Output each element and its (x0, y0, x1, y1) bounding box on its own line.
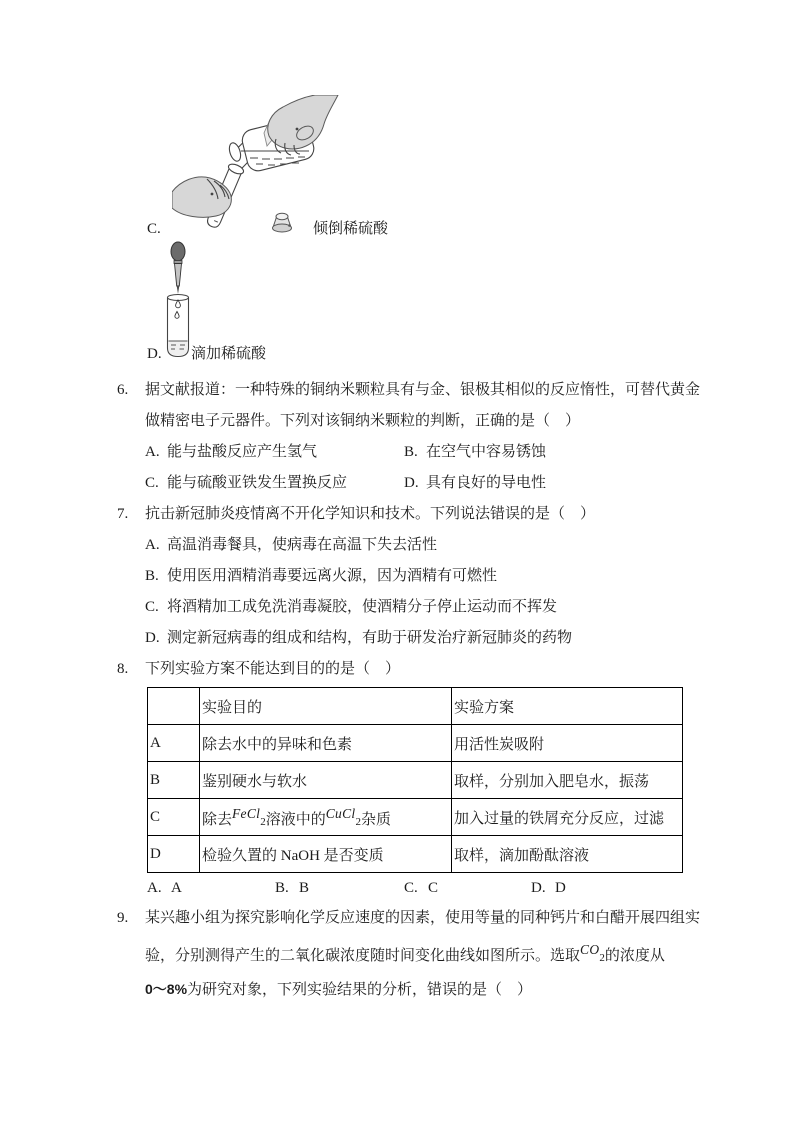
question-text: 下列实验方案不能达到目的的是（ ） (145, 661, 401, 677)
option-d-caption: 滴加稀硫酸 (191, 346, 267, 362)
option-d (117, 623, 698, 654)
question-8 (117, 654, 698, 903)
option-row (117, 437, 698, 468)
question-number: 8. (117, 661, 129, 677)
question-text: 据文献报道：一种特殊的铜纳米颗粒具有与金、银极其相似的反应惰性，可替代黄金 (145, 382, 701, 398)
answer-a: A. A (147, 880, 182, 896)
tube-liquid (169, 341, 188, 356)
plan-cell: 加入过量的铁屑充分反应，过滤 (452, 799, 683, 836)
option-c (117, 592, 698, 623)
question-7 (117, 499, 698, 654)
option-c (145, 468, 404, 499)
option-text: 将酒精加工成免洗消毒凝胶，使酒精分子停止运动而不挥发 (167, 599, 558, 615)
question-text-line: 做精密电子元器件。下列对该铜纳米颗粒的判断，正确的是（ ） (145, 413, 581, 429)
chemical-formula: CuCl2 (325, 805, 361, 828)
table-header-purpose: 实验目的 (200, 688, 452, 725)
option-text: 能与盐酸反应产生氢气 (167, 444, 318, 460)
thumb-dot (296, 128, 299, 131)
option-text: 在空气中容易锈蚀 (426, 444, 547, 460)
purpose-cell: 除去FeCl2溶液中的CuCl2杂质 (200, 799, 452, 836)
question-text-line (117, 499, 698, 530)
question-text-line: 0～8%为研究对象，下列实验结果的分析，错误的是（ ） (145, 981, 533, 998)
question-6 (117, 375, 701, 499)
option-b (117, 561, 698, 592)
option-a (117, 530, 698, 561)
row-label: D (148, 836, 200, 873)
question-text: 某兴趣小组为探究影响化学反应速度的因素，使用等量的同种钙片和白醋开展四组实 (145, 910, 701, 926)
dropper (171, 242, 185, 294)
option-label: C. (145, 599, 159, 615)
test-tube (172, 162, 245, 229)
option-label: D. (145, 630, 160, 646)
glass-stopper (273, 213, 292, 232)
answer-d: D. D (531, 880, 566, 896)
option-label: B. (145, 568, 159, 584)
question-text: 抗击新冠肺炎疫情离不开化学知识和技术。下列说法错误的是（ ） (145, 506, 596, 522)
chemical-formula: FeCl2 (232, 805, 266, 828)
option-text: 测定新冠病毒的组成和结构，有助于研发治疗新冠肺炎的药物 (167, 630, 573, 646)
plan-cell: 取样，滴加酚酞溶液 (452, 836, 683, 873)
table-row-a (148, 725, 683, 762)
option-c-caption: 倾倒稀硫酸 (313, 221, 389, 237)
option-text: 具有良好的导电性 (426, 475, 547, 491)
table-row-b (148, 762, 683, 799)
option-label: C. (145, 475, 159, 491)
plan-cell: 取样，分别加入肥皂水，振荡 (452, 762, 683, 799)
purpose-cell: 检验久置的 NaOH 是否变质 (200, 836, 452, 873)
reagent-bottle (227, 95, 338, 176)
question-text-line (117, 903, 701, 934)
option-text: 使用医用酒精消毒要远离火源，因为酒精有可燃性 (167, 568, 498, 584)
option-label: A. (145, 537, 160, 553)
right-hand (268, 95, 338, 155)
option-label: A. (145, 444, 160, 460)
concentration-range: 0～8% (145, 981, 188, 997)
option-row (117, 468, 698, 499)
q8-table (147, 687, 683, 873)
plan-cell: 用活性炭吸附 (452, 725, 683, 762)
table-header-plan: 实验方案 (452, 688, 683, 725)
table-row-d (148, 836, 683, 873)
option-d (404, 468, 546, 499)
answers-row (117, 873, 698, 903)
purpose-cell: 鉴别硬水与软水 (200, 762, 452, 799)
option-text: 能与硫酸亚铁发生置换反应 (167, 475, 348, 491)
row-label: A (148, 725, 200, 762)
table-row-c (148, 799, 683, 836)
question-9 (117, 903, 701, 1006)
option-d-label: D. (147, 346, 162, 362)
question-text-line: 验，分别测得产生的二氧化碳浓度随时间变化曲线如图所示。选取CO2的浓度从 (145, 942, 665, 964)
table-header-row (148, 688, 683, 725)
answer-b: B. B (275, 880, 310, 896)
option-b (404, 437, 546, 468)
option-text: 高温消毒餐具，使病毒在高温下失去活性 (167, 537, 438, 553)
answer-c: C. C (404, 880, 439, 896)
option-label: D. (404, 475, 419, 491)
chemical-formula: CO2 (580, 942, 605, 964)
purpose-cell: 除去水中的异味和色素 (200, 725, 452, 762)
question-text-line (117, 375, 701, 406)
header-empty-cell (148, 688, 200, 725)
option-c-label: C. (147, 221, 161, 237)
acid-test-tube (168, 295, 189, 357)
question-number: 9. (117, 910, 129, 926)
row-label: B (148, 762, 200, 799)
question-text-line (117, 654, 698, 685)
row-label: C (148, 799, 200, 836)
question-number: 7. (117, 506, 129, 522)
option-a (145, 437, 404, 468)
figure-drop-acid (117, 241, 698, 369)
option-label: B. (404, 444, 418, 460)
figure-pour-acid (117, 95, 698, 241)
question-number: 6. (117, 382, 129, 398)
